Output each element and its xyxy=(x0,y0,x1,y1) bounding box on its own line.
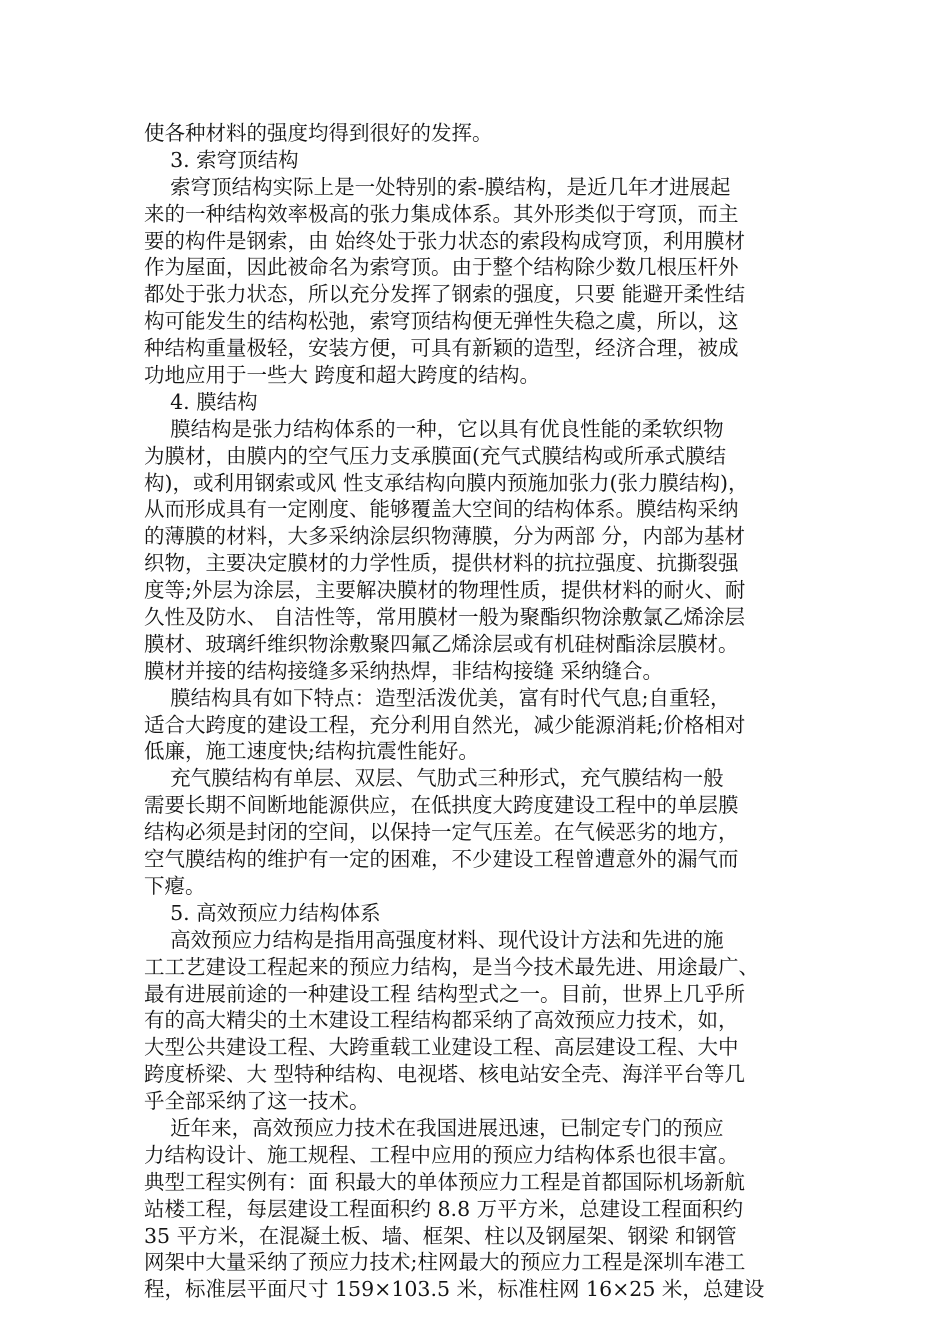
text-line: 需要长期不间断地能源供应，在低拱度大跨度建设工程中的单层膜 xyxy=(144,793,739,818)
text-line: 膜材并接的结构接缝多采纳热焊，非结构接缝 采纳缝合。 xyxy=(144,658,664,683)
text-line: 使各种材料的强度均得到很好的发挥。 xyxy=(144,121,493,145)
text-line: 的薄膜的材料，大多采纳涂层织物薄膜，分为两部 分，内部为基材 xyxy=(144,524,746,549)
text-line: 要的构件是钢索，由 始终处于张力状态的索段构成穹顶，利用膜材 xyxy=(144,228,746,253)
text-line: 乎全部采纳了这一技术。 xyxy=(144,1089,370,1114)
text-line: 空气膜结构的维护有一定的困难，不少建设工程曾遭意外的漏气而 xyxy=(144,847,739,872)
text-line: 35 平方米，在混凝土板、墙、框架、柱以及钢屋架、钢梁 和钢管 xyxy=(144,1223,737,1248)
text-line: 程，标准层平面尺寸 159×103.5 米，标准柱网 16×25 米，总建设 xyxy=(144,1277,765,1302)
text-line: 膜材、玻璃纤维织物涂敷聚四氟乙烯涂层或有机硅树酯涂层膜材。 xyxy=(144,631,739,656)
text-line: 最有进展前途的一种建设工程 结构型式之一。目前，世界上几乎所 xyxy=(144,981,746,1006)
text-line: 力结构设计、施工规程、工程中应用的预应力结构体系也很丰富。 xyxy=(144,1142,739,1167)
text-line: 工工艺建设工程起来的预应力结构，是当今技术最先进、用途最广、 xyxy=(144,954,759,979)
text-line: 构)，或利用钢索或风 性支承结构向膜内预施加张力(张力膜结构)， xyxy=(144,470,749,495)
text-line: 结构必须是封闭的空间，以保持一定气压差。在气候恶劣的地方， xyxy=(144,820,739,845)
text-line: 适合大跨度的建设工程，充分利用自然光，减少能源消耗;价格相对 xyxy=(144,712,746,737)
text-line: 跨度桥梁、大 型特种结构、电视塔、核电站安全壳、海洋平台等几 xyxy=(144,1062,746,1087)
text-line: 作为屋面，因此被命名为索穹顶。由于整个结构除少数几根压杆外 xyxy=(144,255,739,280)
text-line: 功地应用于一些大 跨度和超大跨度的结构。 xyxy=(144,363,541,388)
text-line: 种结构重量极轻，安装方便，可具有新颖的造型，经济合理，被成 xyxy=(144,336,739,361)
document-body xyxy=(144,120,809,1303)
text-line: 下瘪。 xyxy=(144,873,206,898)
text-line: 大型公共建设工程、大跨重载工业建设工程、高层建设工程、大中 xyxy=(144,1035,739,1060)
text-line: 网架中大量采纳了预应力技术;柱网最大的预应力工程是深圳车港工 xyxy=(144,1250,746,1275)
text-line: 来的一种结构效率极高的张力集成体系。其外形类似于穹顶，而主 xyxy=(144,201,739,226)
text-line: 为膜材，由膜内的空气压力支承膜面(充气式膜结构或所承式膜结 xyxy=(144,443,726,468)
text-line: 从而形成具有一定刚度、能够覆盖大空间的结构体系。膜结构采纳 xyxy=(144,497,739,522)
section-heading: 3. 索穹顶结构 xyxy=(144,147,299,172)
text-line: 低廉，施工速度快;结构抗震性能好。 xyxy=(144,739,479,764)
text-line: 站楼工程，每层建设工程面积约 8.8 万平方米，总建设工程面积约 xyxy=(144,1196,744,1221)
text-line: 索穹顶结构实际上是一处特别的索-膜结构，是近几年才进展起 xyxy=(144,174,731,199)
text-line: 构可能发生的结构松弛，索穹顶结构便无弹性失稳之虞，所以，这 xyxy=(144,309,739,334)
text-line: 高效预应力结构是指用高强度材料、现代设计方法和先进的施 xyxy=(144,927,724,952)
text-line: 充气膜结构有单层、双层、气肋式三种形式，充气膜结构一般 xyxy=(144,766,724,791)
text-line: 有的高大精尖的土木建设工程结构都采纳了高效预应力技术，如， xyxy=(144,1008,739,1033)
text-line: 度等;外层为涂层，主要解决膜材的物理性质，提供材料的耐火、耐 xyxy=(144,578,746,603)
text-line: 织物，主要决定膜材的力学性质，提供材料的抗拉强度、抗撕裂强 xyxy=(144,551,739,576)
text-line: 典型工程实例有：面 积最大的单体预应力工程是首都国际机场新航 xyxy=(144,1169,746,1194)
text-line: 都处于张力状态，所以充分发挥了钢索的强度，只要 能避开柔性结 xyxy=(144,282,746,307)
text-line: 近年来，高效预应力技术在我国进展迅速，已制定专门的预应 xyxy=(144,1115,724,1140)
text-line: 膜结构是张力结构体系的一种，它以具有优良性能的柔软织物 xyxy=(144,416,724,441)
text-line: 久性及防水、 自洁性等，常用膜材一般为聚酯织物涂敷氯乙烯涂层 xyxy=(144,605,746,630)
section-heading: 4. 膜结构 xyxy=(144,389,258,414)
text-line: 膜结构具有如下特点：造型活泼优美，富有时代气息;自重轻， xyxy=(144,685,731,710)
section-heading: 5. 高效预应力结构体系 xyxy=(144,900,381,925)
